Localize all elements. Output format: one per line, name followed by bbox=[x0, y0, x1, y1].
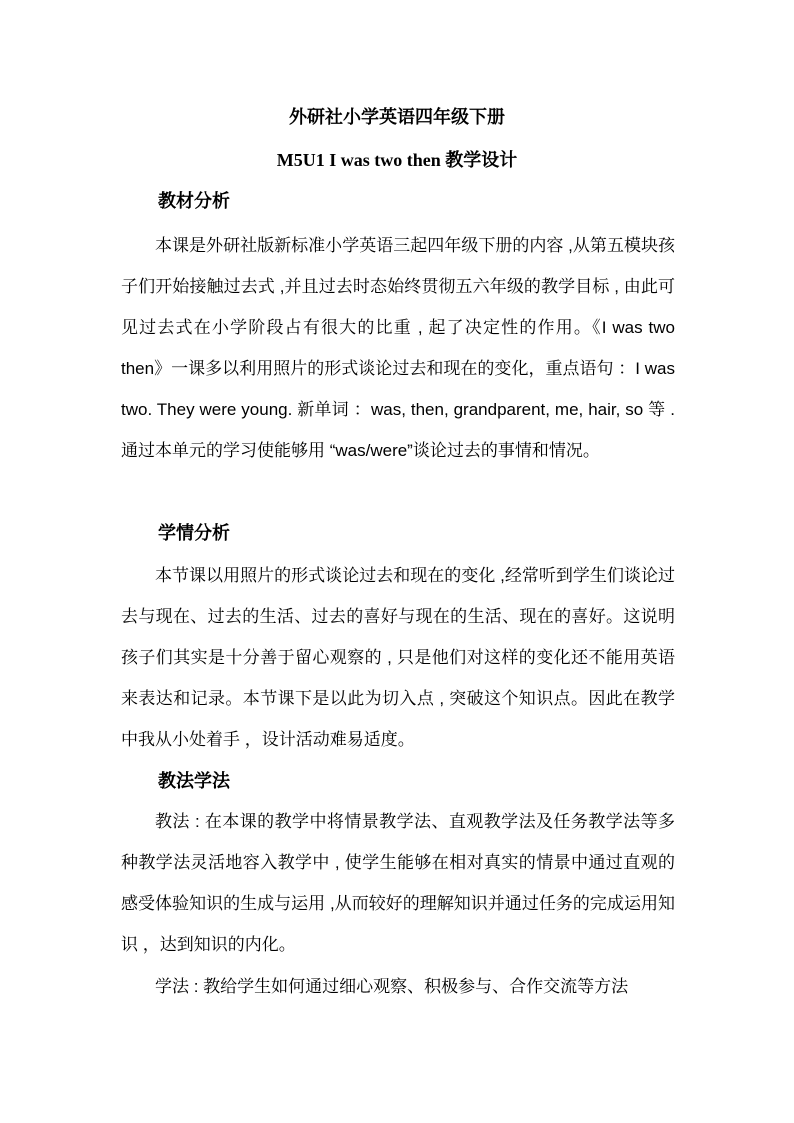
student-analysis-paragraph: 本节课以用照片的形式谈论过去和现在的变化 ,经常听到学生们谈论过去与现在、过去的生活、过去的喜好与现在的生活、现在的喜好。这说明孩子们其实是十分善于留心观察的 , 只是他们对这样的变化还不能用英语来表达和记录。本节课下是以此为切入点 , 突破这个知识点。因此在教学中我从小处着手 ，设计活动难易适度。 bbox=[121, 566, 675, 749]
learning-method-paragraph: 学法 : 教给学生如何通过细心观察、积极参与、合作交流等方法 bbox=[155, 977, 629, 996]
textbook-analysis-paragraph: 本课是外研社版新标准小学英语三起四年级下册的内容 ,从第五模块孩子们开始接触过去式 ,并且过去时态始终贯彻五六年级的教学目标 , 由此可见过去式在小学阶段占有很大的比重 , 起了决定性的作用。《I was two then》一课多以利用照片的形式谈论过去和现在的变化，重点语句 ：I was two. They were young. 新单词 ：was, then, grandparent, me, hair, so 等 . 通过本单元的学习使能够用 “was/were”谈论过去的事情和情况。 bbox=[121, 236, 675, 460]
section-heading-student-analysis: 学情分析 bbox=[158, 523, 230, 543]
document-subtitle: M5U1 I was two then 教学设计 bbox=[276, 150, 518, 170]
document-title: 外研社小学英语四年级下册 bbox=[289, 107, 505, 127]
section-heading-textbook-analysis: 教材分析 bbox=[158, 191, 230, 211]
section-heading-teaching-methods: 教法学法 bbox=[158, 771, 230, 791]
teaching-method-paragraph: 教法 : 在本课的教学中将情景教学法、直观教学法及任务教学法等多种教学法灵活地容入教学中 , 使学生能够在相对真实的情景中通过直观的感受体验知识的生成与运用 ,从而较好的理解知识并通过任务的完成运用知识 ，达到知识的内化。 bbox=[121, 812, 675, 954]
